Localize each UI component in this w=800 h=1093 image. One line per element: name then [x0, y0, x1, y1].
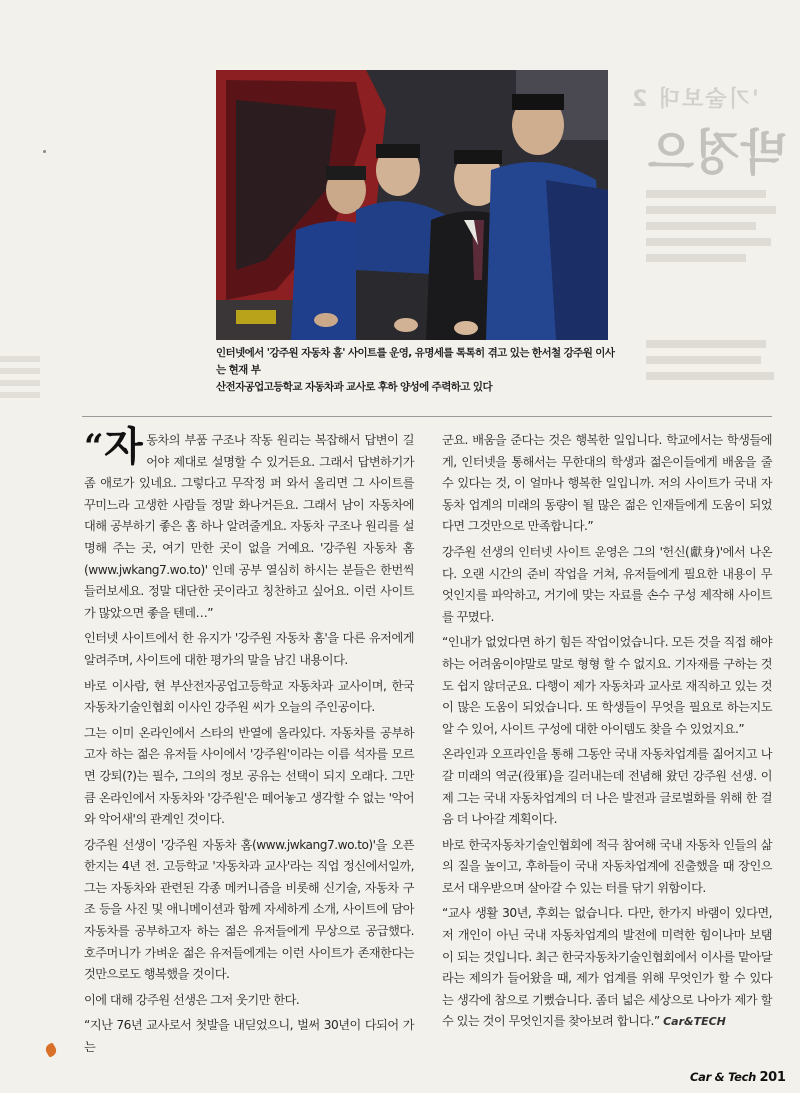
paragraph: 이에 대해 강주원 선생은 그저 웃기만 한다. — [84, 992, 300, 1007]
caption-line-1: 인터넷에서 '강주원 자동차 홈' 사이트를 운영, 유명세를 톡톡히 겪고 있는 한서철 강주원 이사는 현재 부 — [216, 347, 615, 376]
paragraph-text: “교사 생활 30년, 후회는 없습니다. 다만, 한가지 바램이 있다면, 저 개인이 아닌 국내 자동차업계의 발전에 미력한 힘이나마 보탬이 되는 것입니다. 최근 한국자동차기술인협회에서 이사를 맡아달라는 제의가 들어왔을 때, 제가 업계를 위해 무엇인가 할 수 있다는 생각에 참으로 기뻤습니다. 좀더 넓은 세상으로 나아가 제가 할 수 있는 것이 무엇인지를 찾아보려 합니다.” — [442, 906, 772, 1029]
magazine-signature: Car&TECH — [663, 1015, 726, 1029]
ghost-title-large: 박정으 — [648, 125, 788, 181]
page-number: 201 — [759, 1070, 786, 1085]
caption-line-2: 산전자공업고등학교 자동차과 교사로 후하 양성에 주력하고 있다 — [216, 381, 492, 393]
paragraph: 인터넷 사이트에서 한 유지가 '강주원 자동차 홈'을 다른 유저에게 알려주며, 사이트에 대한 평가의 말을 남긴 내용이다. — [84, 631, 414, 667]
paragraph: 군요. 배움을 준다는 것은 행복한 일입니다. 학교에서는 학생들에게, 인터넷을 통해서는 무한대의 학생과 젊은이들에게 배움을 줄 수 있다는 것, 이 얼마나 행복한 일입니까. 저의 사이트가 국내 자동차 업계의 미래의 동량이 될 많은 젊은 인재들에게 도움이 되었다면 그것만으로 만족합니다.” — [442, 433, 772, 534]
article-column-left — [84, 423, 414, 1063]
paragraph: 바로 한국자동차기술인협회에 적극 참여해 국내 자동차 인들의 삶의 질을 높이고, 후하들이 국내 자동차업계에 진출했을 때 장인으로서 대우받으며 살아갈 수 있는 터를 닦기 위함이다. — [442, 837, 772, 895]
drop-cap: 자 — [104, 423, 143, 470]
paragraph — [84, 423, 414, 624]
photo-caption — [216, 345, 616, 396]
footer-brand: Car & Tech — [690, 1070, 757, 1084]
paragraph: 온라인과 오프라인을 통해 그동안 국내 자동차업계를 짊어지고 나갈 미래의 역군(役軍)을 길러내는데 전념해 왔던 강주원 선생. 이제 그는 국내 자동차업계의 더 나은 발전과 글로벌화를 위해 한 걸음 더 나아갈 계획이다. — [442, 747, 772, 827]
paragraph — [442, 903, 772, 1033]
paragraph: 바로 이사람, 현 부산전자공업고등학교 자동차과 교사이며, 한국자동차기술인협회 이사인 강주원 씨가 오늘의 주인공이다. — [84, 678, 414, 715]
opening-quote: “ — [84, 427, 104, 467]
show-through-background — [612, 70, 800, 400]
show-through-left — [0, 350, 40, 410]
ghost-title-small: '기술보대 2 — [630, 87, 759, 112]
ink-mark — [44, 1042, 59, 1057]
paragraph: “지난 76년 교사로서 첫발을 내딛었으니, 벌써 30년이 다되어 가는 — [84, 1018, 414, 1055]
paragraph: “인내가 없었다면 하기 힘든 작업이었습니다. 모든 것을 직접 해야 하는 어려움이야말로 말로 형형 할 수 없지요. 기자재를 구하는 것도 쉽지 않더군요. 다행이 제가 자동차과 교사로 재직하고 있는 것이 많은 도움이 되었습니다. 또 학생들이 무엇을 필요로 하는지도 알 수 있어, 사이트 구성에 대한 아이템도 찾을 수 있었지요.” — [442, 635, 772, 736]
paragraph: 강주원 선생이 '강주원 자동차 홈(www.jwkang7.wo.to)'을 오픈한지는 4년 전. 고등학교 '자동차과 교사'라는 직업 정신에서일까, 그는 자동차와 관련된 각종 메커니즘을 비롯해 신기술, 자동차 구조 등을 사진 및 애니메이션과 함께 자세하게 소개, 사이트에 담아 자동차를 공부하고자 하는 젊은 유저들에게 무상으로 공급했다. 호주머니가 가벼운 젊은 유저들에게는 이런 사이트가 존재한다는 것만으로도 행복했을 것이다. — [84, 837, 414, 982]
paragraph-text: 동차의 부품 구조나 작동 원리는 복잡해서 답변이 길어야 제대로 설명할 수 있거든요. 그래서 답변하기가 좀 애로가 있네요. 그렇다고 무작정 퍼 와서 올리면 그 사이트를 꾸미느라 고생한 사람들 정말 화나거든요. 그래서 남이 자동차에 대해 공부하기 좋은 홈 하나 알려줄게요. 자동차 구조나 원리를 설명해 주는 곳, 여기 만한 곳이 없을 거예요. '강주원 자동차 홈(www.jwkang7.wo.to)' 인데 공부 열심히 하시는 분들은 한번씩 들러보세요. 정말 대단한 곳이라고 칭찬하고 싶어요. 이런 사이트가 많았으면 좋을 텐데…” — [84, 433, 414, 620]
paragraph: 그는 이미 온라인에서 스타의 반열에 올라있다. 자동차를 공부하고자 하는 젊은 유저들 사이에서 '강주원'이라는 이름 석자를 모르면 강퇴(?)는 필수, 그의의 정보 공유는 선택이 되지 오래다. 그만큼 온라인에서 자동차와 '강주원'은 떼어놓고 생각할 수 없는 '악어와 악어새'의 관계인 것이다. — [84, 725, 414, 827]
page-footer — [690, 1070, 786, 1085]
article-column-right — [442, 430, 772, 1037]
photo-illustration — [216, 70, 608, 340]
article-photo — [216, 70, 608, 340]
registration-dot — [43, 150, 46, 153]
section-divider — [82, 416, 772, 417]
paragraph: 강주원 선생의 인터넷 사이트 운영은 그의 '헌신(獻身)'에서 나온다. 오랜 시간의 준비 작업을 거쳐, 유저들에게 필요한 내용이 무엇인지를 파악하고, 거기에 맞는 자료를 손수 구성 제작해 사이트를 꾸몄다. — [442, 544, 772, 624]
